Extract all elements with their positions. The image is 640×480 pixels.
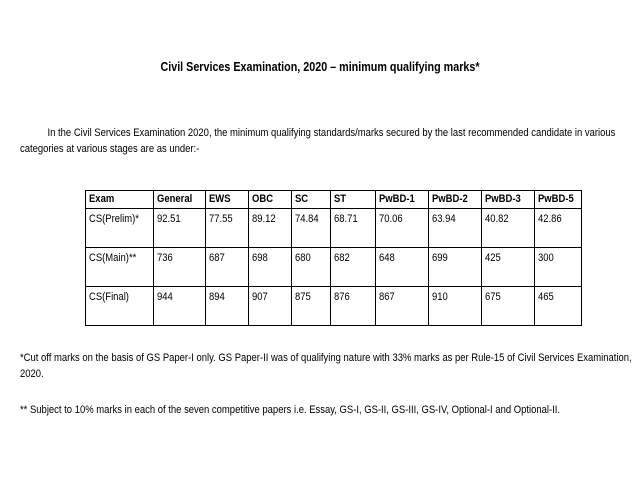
table-cell: 42.86: [535, 209, 582, 248]
table-cell: 875: [292, 287, 331, 326]
header-sc: SC: [292, 191, 331, 209]
header-pwbd-3: PwBD-3: [482, 191, 535, 209]
table-cell: 465: [535, 287, 582, 326]
table-cell: 876: [331, 287, 376, 326]
header-ews: EWS: [206, 191, 249, 209]
intro-line-2: categories at various stages are as under:-: [20, 143, 200, 155]
footnote-prelim: [20, 350, 632, 382]
marks-table-container: [85, 190, 581, 326]
table-row-main: [86, 248, 582, 287]
table-header-row: [86, 191, 582, 209]
table-cell: 300: [535, 248, 582, 287]
table-cell: 698: [249, 248, 292, 287]
intro-paragraph: [20, 125, 616, 157]
table-cell: 89.12: [249, 209, 292, 248]
table-cell: 63.94: [429, 209, 482, 248]
table-cell: 944: [154, 287, 206, 326]
table-cell: 77.55: [206, 209, 249, 248]
table-cell: CS(Final): [86, 287, 154, 326]
table-cell: 687: [206, 248, 249, 287]
table-cell: 675: [482, 287, 535, 326]
table-cell: CS(Prelim)*: [86, 209, 154, 248]
footnote-prelim-line-2: 2020.: [20, 368, 44, 380]
table-cell: CS(Main)**: [86, 248, 154, 287]
document-title: Civil Services Examination, 2020 – minimum qualifying marks*: [160, 60, 480, 74]
table-cell: 68.71: [331, 209, 376, 248]
table-cell: 894: [206, 287, 249, 326]
footnote-prelim-line-1: *Cut off marks on the basis of GS Paper-I only. GS Paper-II was of qualifying nature with 33% marks as per Rule-15 of Civil Services Examination,: [20, 352, 632, 364]
table-row-prelim: [86, 209, 582, 248]
header-exam: Exam: [86, 191, 154, 209]
table-cell: 682: [331, 248, 376, 287]
table-cell: 680: [292, 248, 331, 287]
footnote-main: ** Subject to 10% marks in each of the seven competitive papers i.e. Essay, GS-I, GS-II, GS-III, GS-IV, Optional-I and Optional-II.: [20, 404, 560, 416]
intro-line-1: In the Civil Services Examination 2020, the minimum qualifying standards/marks secured by the last recommended candidate in various: [47, 127, 616, 139]
table-cell: 40.82: [482, 209, 535, 248]
table-cell: 736: [154, 248, 206, 287]
table-cell: 907: [249, 287, 292, 326]
header-pwbd-5: PwBD-5: [535, 191, 582, 209]
header-st: ST: [331, 191, 376, 209]
marks-table: [85, 190, 582, 326]
table-cell: 648: [376, 248, 429, 287]
table-cell: 910: [429, 287, 482, 326]
table-row-final: [86, 287, 582, 326]
table-cell: 425: [482, 248, 535, 287]
table-cell: 70.06: [376, 209, 429, 248]
header-pwbd-1: PwBD-1: [376, 191, 429, 209]
header-obc: OBC: [249, 191, 292, 209]
table-cell: 699: [429, 248, 482, 287]
header-general: General: [154, 191, 206, 209]
table-cell: 867: [376, 287, 429, 326]
header-pwbd-2: PwBD-2: [429, 191, 482, 209]
table-cell: 92.51: [154, 209, 206, 248]
table-cell: 74.84: [292, 209, 331, 248]
